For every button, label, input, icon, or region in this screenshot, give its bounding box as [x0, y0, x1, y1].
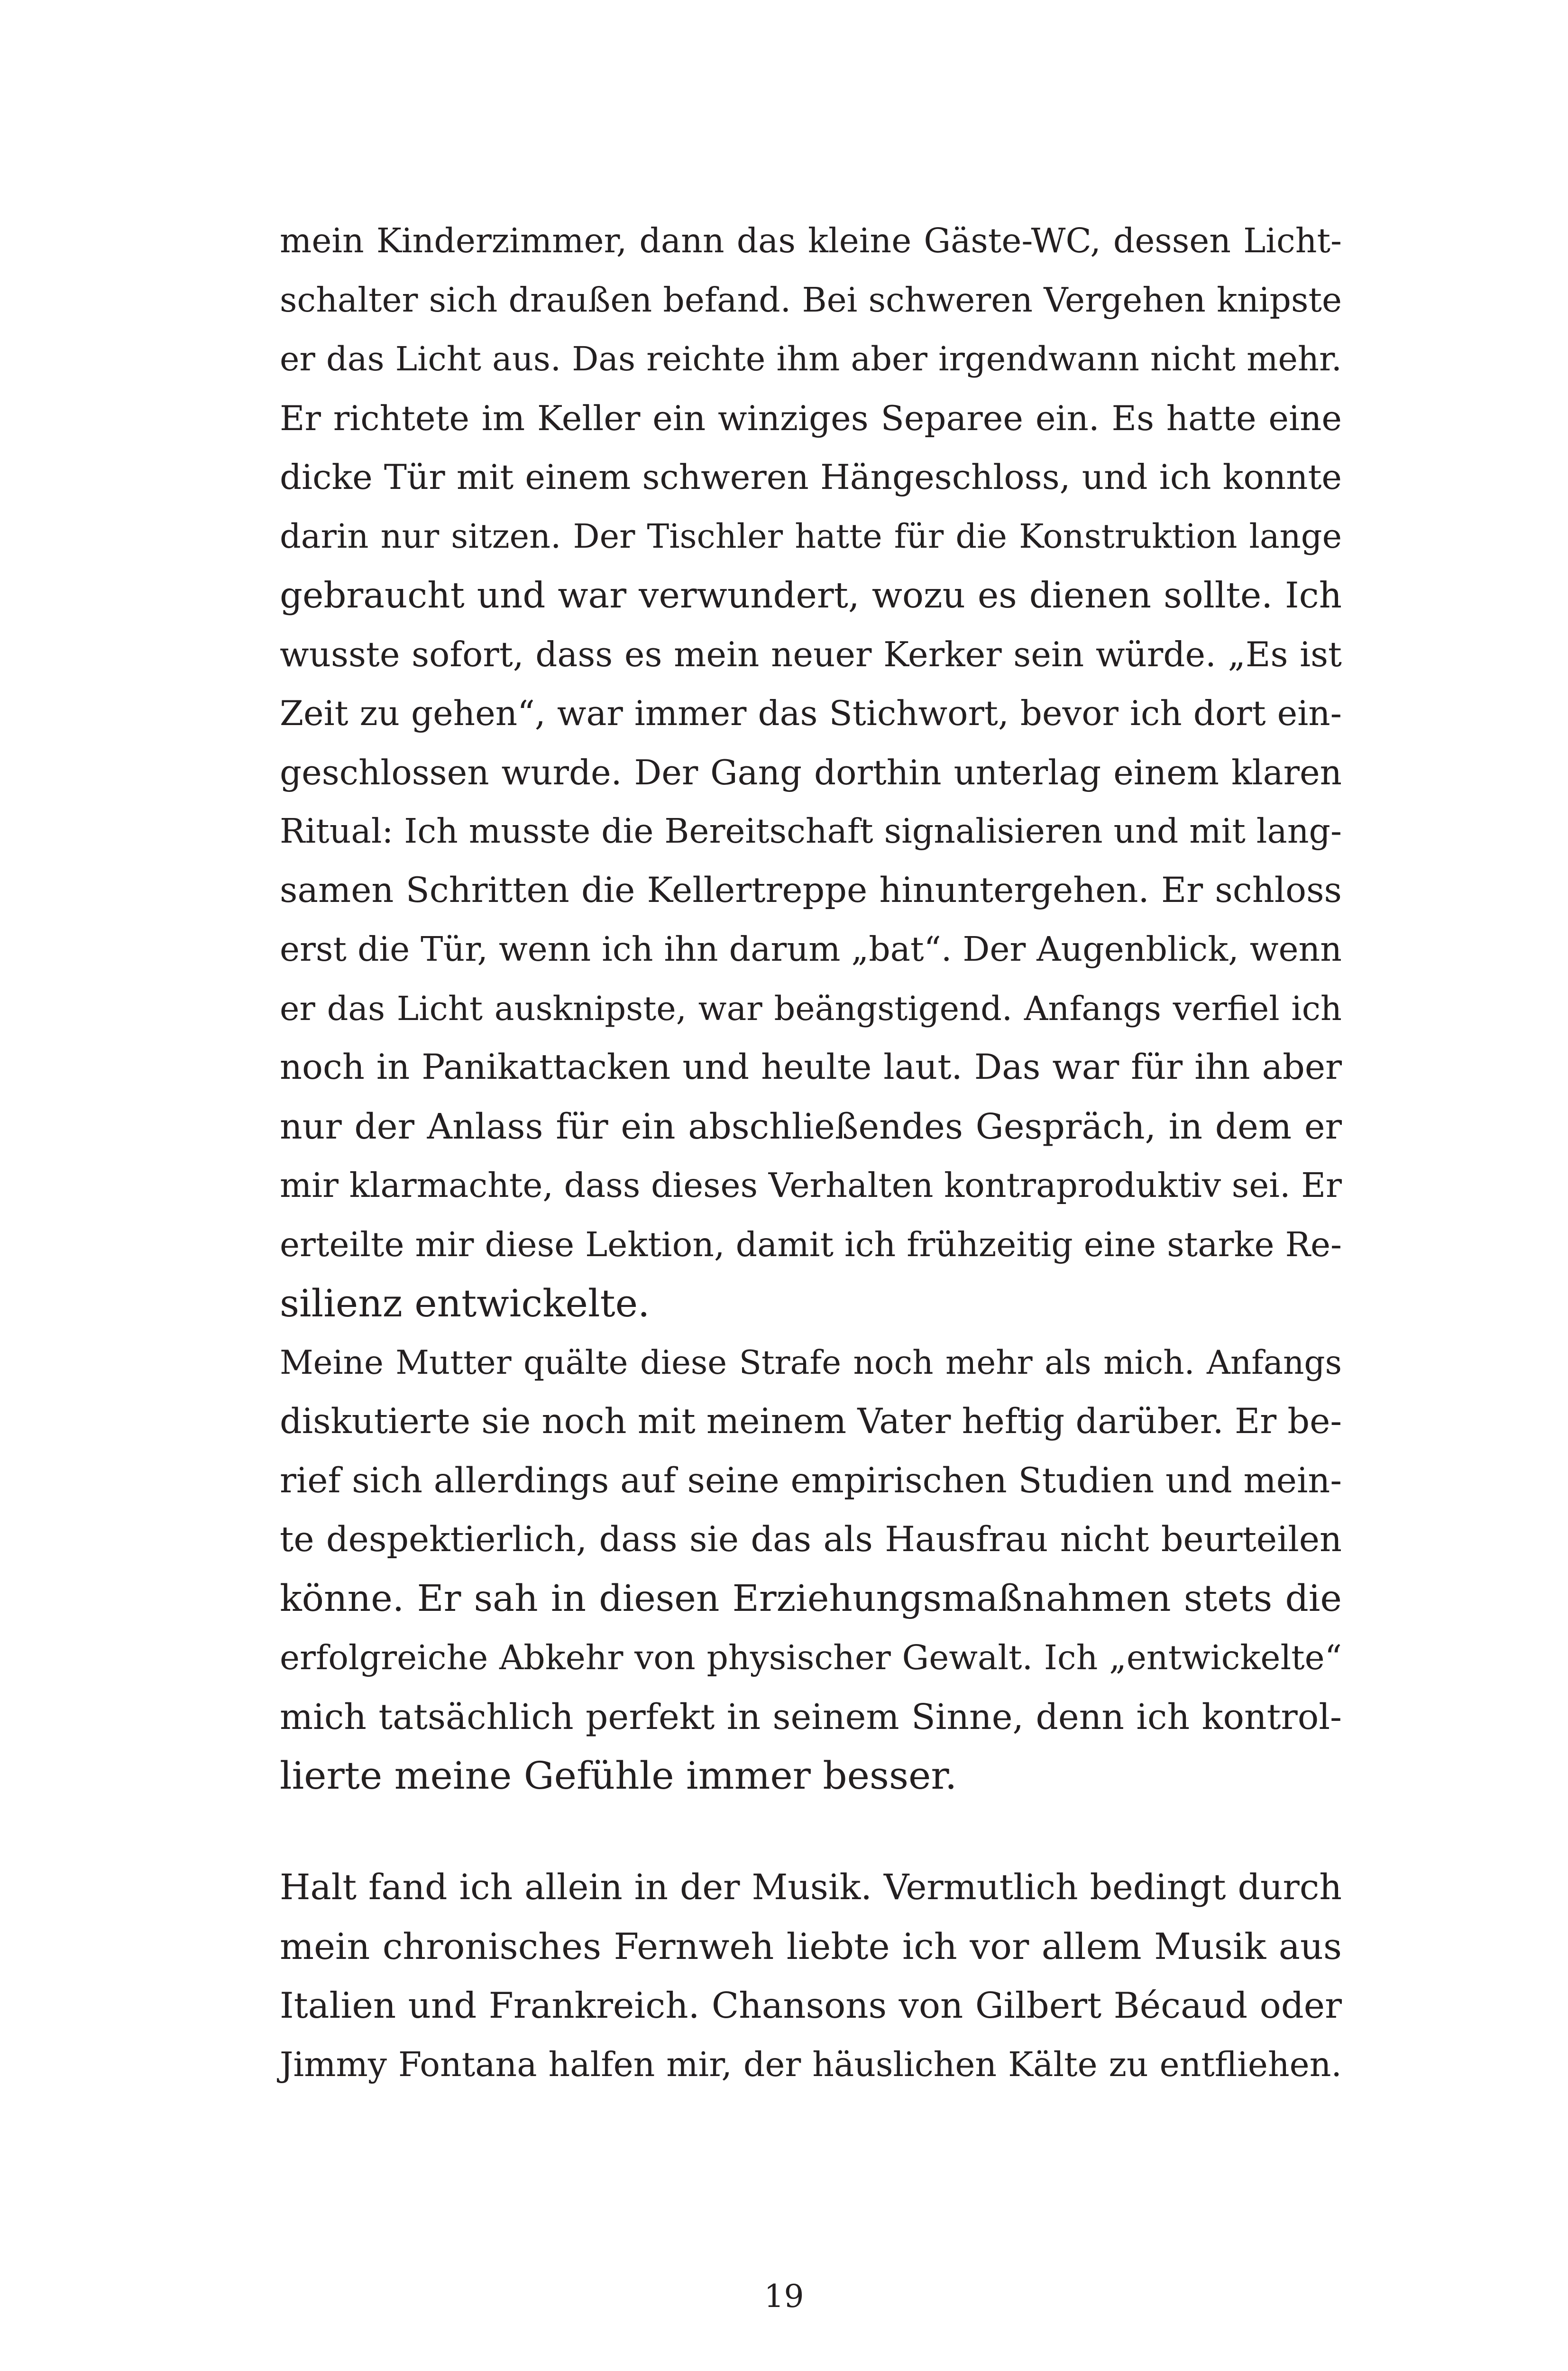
text-line: mein Kinderzimmer, dann das kleine Gäste-WC, dessen Licht-	[280, 221, 1342, 260]
text-line: erteilte mir diese Lektion, damit ich frühzeitig eine starke Re-	[280, 1224, 1342, 1264]
page-number: 19	[764, 2278, 804, 2315]
text-line: darin nur sitzen. Der Tischler hatte für die Konstruktion lange	[280, 516, 1342, 556]
text-line: nur der Anlass für ein abschließendes Gespräch, in dem er	[280, 1106, 1342, 1147]
text-line: mir klarmachte, dass dieses Verhalten kontraproduktiv sei. Er	[280, 1166, 1342, 1205]
paragraph-3	[280, 1858, 1342, 2094]
text-line: lierte meine Gefühle immer besser.	[280, 1754, 957, 1798]
body-text-upper	[280, 211, 1342, 1806]
text-line: schalter sich draußen befand. Bei schweren Vergehen knipste	[280, 280, 1342, 320]
body-text-lower	[280, 1858, 1342, 2094]
text-line: er das Licht aus. Das reichte ihm aber irgendwann nicht mehr.	[280, 340, 1342, 378]
text-line: erfolgreiche Abkehr von physischer Gewalt. Ich „entwickelte“	[280, 1638, 1342, 1677]
text-line: mich tatsächlich perfekt in seinem Sinne, denn ich kontrol-	[280, 1696, 1342, 1737]
text-line: Italien und Frankreich. Chansons von Gilbert Bécaud oder	[280, 1985, 1342, 2026]
text-line: er das Licht ausknipste, war beängstigend. Anfangs verfiel ich	[280, 989, 1342, 1028]
paragraph-1	[280, 211, 1342, 1333]
text-line: Meine Mutter quälte diese Strafe noch mehr als mich. Anfangs	[280, 1343, 1342, 1382]
text-line: gebraucht und war verwundert, wozu es dienen sollte. Ich	[280, 574, 1342, 616]
text-line: mein chronisches Fernweh liebte ich vor allem Musik aus	[280, 1925, 1342, 1967]
text-line: noch in Panikattacken und heulte laut. Das war für ihn aber	[280, 1047, 1342, 1087]
text-line: könne. Er sah in diesen Erziehungsmaßnahmen stets die	[280, 1577, 1342, 1620]
text-line: Er richtete im Keller ein winziges Separee ein. Es hatte eine	[280, 398, 1342, 438]
text-line: diskutierte sie noch mit meinem Vater heftig darüber. Er be-	[280, 1401, 1342, 1442]
text-line: samen Schritten die Kellertreppe hinuntergehen. Er schloss	[280, 870, 1342, 910]
text-line: Ritual: Ich musste die Bereitschaft signalisieren und mit lang-	[280, 811, 1342, 851]
text-line: Jimmy Fontana halfen mir, der häuslichen Kälte zu entfliehen.	[280, 2044, 1342, 2084]
text-line: dicke Tür mit einem schweren Hängeschloss, und ich konnte	[280, 457, 1342, 497]
text-line: Halt fand ich allein in der Musik. Vermutlich bedingt durch	[280, 1867, 1342, 1908]
text-line: geschlossen wurde. Der Gang dorthin unterlag einem klaren	[280, 752, 1342, 792]
text-line: Zeit zu gehen“, war immer das Stichwort, bevor ich dort ein-	[280, 693, 1342, 733]
text-line: silienz entwickelte.	[280, 1281, 650, 1325]
text-line: rief sich allerdings auf seine empirischen Studien und mein-	[280, 1460, 1342, 1501]
text-line: erst die Tür, wenn ich ihn darum „bat“. Der Augenblick, wenn	[280, 929, 1342, 969]
text-line: wusste sofort, dass es mein neuer Kerker sein würde. „Es ist	[280, 634, 1342, 674]
paragraph-2	[280, 1333, 1342, 1806]
text-line: te despektierlich, dass sie das als Hausfrau nicht beurteilen	[280, 1519, 1342, 1560]
